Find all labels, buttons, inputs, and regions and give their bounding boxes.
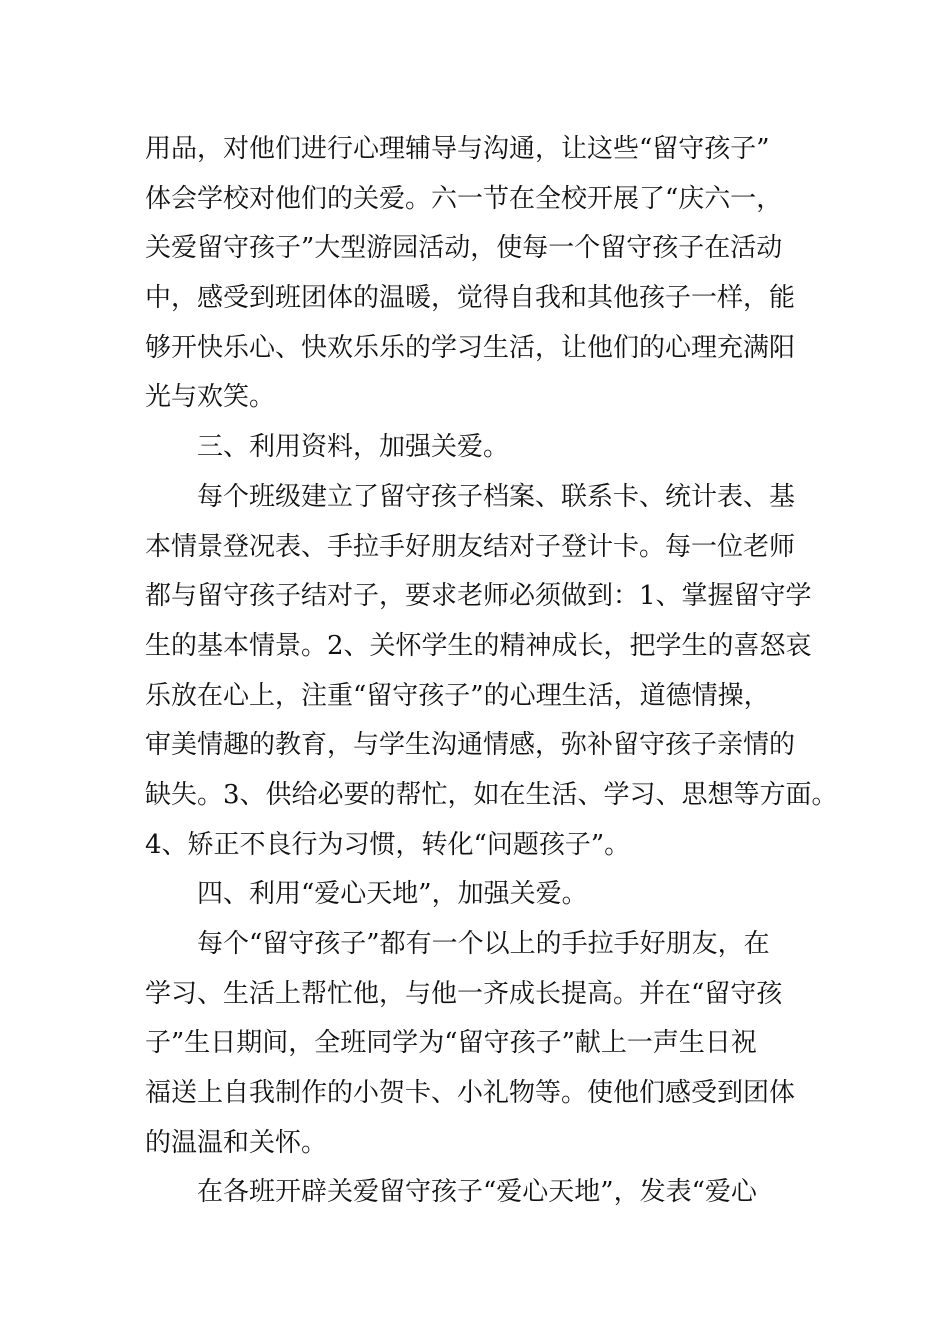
text-line: 生的基本情景。2、关怀学生的精神成长，把学生的喜怒哀 xyxy=(145,630,812,661)
text-line: 中，感受到班团体的温暖，觉得自我和其他孩子一样，能 xyxy=(145,283,796,314)
text-line: 缺失。3、供给必要的帮忙，如在生活、学习、思想等方面。 xyxy=(145,779,838,810)
text-line: 关爱留守孩子”大型游园活动，使每一个留守孩子在活动 xyxy=(145,233,783,264)
text-line: 学习、生活上帮忙他，与他一齐成长提高。并在“留守孩 xyxy=(145,978,783,1009)
text-line: 乐放在心上，注重“留守孩子”的心理生活，道德情操， xyxy=(145,680,770,711)
text-line: 光与欢笑。 xyxy=(145,382,276,413)
text-line: 本情景登况表、手拉手好朋友结对子登计卡。每一位老师 xyxy=(145,531,796,562)
text-line: 4、矫正不良行为习惯，转化“问题孩子”。 xyxy=(145,829,631,860)
text-line: 在各班开辟关爱留守孩子“爱心天地”，发表“爱心 xyxy=(197,1177,757,1208)
text-line: 用品，对他们进行心理辅导与沟通，让这些“留守孩子” xyxy=(145,134,770,164)
text-line: 的温温和关怀。 xyxy=(145,1127,328,1158)
section-heading-4: 四、利用“爱心天地”，加强关爱。 xyxy=(197,879,588,910)
text-line: 子”生日期间，全班同学为“留守孩子”献上一声生日祝 xyxy=(145,1028,757,1059)
text-line: 福送上自我制作的小贺卡、小礼物等。使他们感受到团体 xyxy=(145,1078,796,1109)
text-line: 都与留守孩子结对子，要求老师必须做到：1、掌握留守学 xyxy=(145,581,812,612)
text-line: 体会学校对他们的关爱。六一节在全校开展了“庆六一， xyxy=(145,183,783,214)
text-line: 每个“留守孩子”都有一个以上的手拉手好朋友，在 xyxy=(197,929,770,959)
text-line: 审美情趣的教育，与学生沟通情感，弥补留守孩子亲情的 xyxy=(145,730,796,761)
body-text xyxy=(145,125,905,1218)
text-line: 每个班级建立了留守孩子档案、联系卡、统计表、基 xyxy=(197,481,796,512)
text-line: 够开快乐心、快欢乐乐的学习生活，让他们的心理充满阳 xyxy=(145,332,796,363)
section-heading-3: 三、利用资料，加强关爱。 xyxy=(197,432,510,463)
